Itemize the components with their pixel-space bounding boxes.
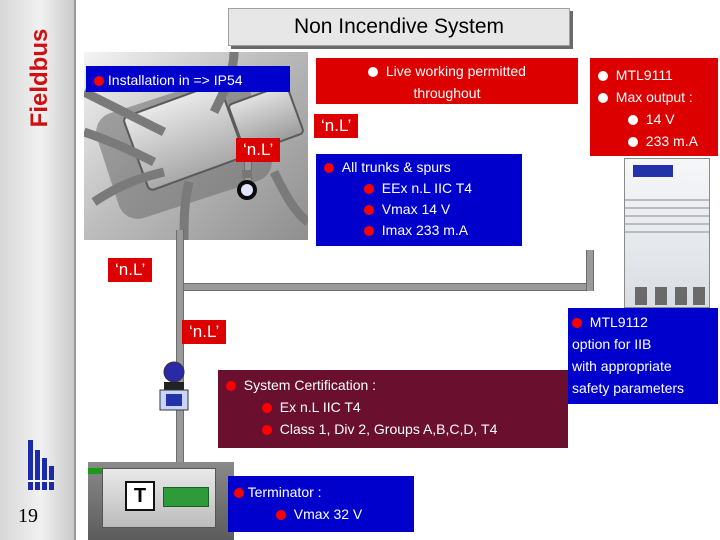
fieldbus-title: Fieldbus [26,28,53,127]
terminator-photo [88,462,234,540]
mtl9111-callout: MTL9111 Max output : 14 V 233 m.A [590,58,718,156]
mtl9111-power-supply [624,158,710,308]
bullet-icon [598,93,608,103]
mtl-logo-icon [28,440,54,490]
bullet-icon [234,488,244,498]
live-working-callout: Live working permitted throughout [316,58,578,104]
sidebar [0,0,76,540]
bullet-icon [262,403,272,413]
field-instrument-icon [236,170,258,204]
bullet-icon [628,115,638,125]
bullet-icon [368,67,378,77]
page-number: 19 [18,505,38,527]
nl-tag-left: ‘n.L’ [108,258,152,282]
nl-tag-trunk-top: ‘n.L’ [314,114,358,138]
trunks-spurs-callout: All trunks & spurs EEx n.L IIC T4 Vmax 14 V Imax 233 m.A [316,154,522,246]
bullet-icon [364,205,374,215]
trunk-cable-horizontal [184,283,594,291]
nl-tag-junction: ‘n.L’ [236,138,280,162]
terminator-callout: Terminator : Vmax 32 V [228,476,414,532]
bullet-icon [628,137,638,147]
bullet-icon [226,381,236,391]
nl-tag-device: ‘n.L’ [182,320,226,344]
bullet-icon [276,510,286,520]
trunk-cable-vertical [176,230,184,475]
bullet-icon [324,163,334,173]
page-title: Non Incendive System [228,8,570,46]
mtl9112-callout: MTL9112 option for IIB with appropriate safety parameters [568,308,718,404]
bullet-icon [572,318,582,328]
bullet-icon [364,184,374,194]
field-transmitter-icon [158,360,190,412]
trunk-cable-to-mtl [586,250,594,291]
installation-callout: Installation in => IP54 [86,66,290,92]
certification-callout: System Certification : Ex n.L IIC T4 Class 1, Div 2, Groups A,B,C,D, T4 [218,370,568,448]
bullet-icon [94,76,104,86]
bullet-icon [364,226,374,236]
bullet-icon [598,71,608,81]
terminator-t-icon: T [125,481,155,511]
bullet-icon [262,425,272,435]
